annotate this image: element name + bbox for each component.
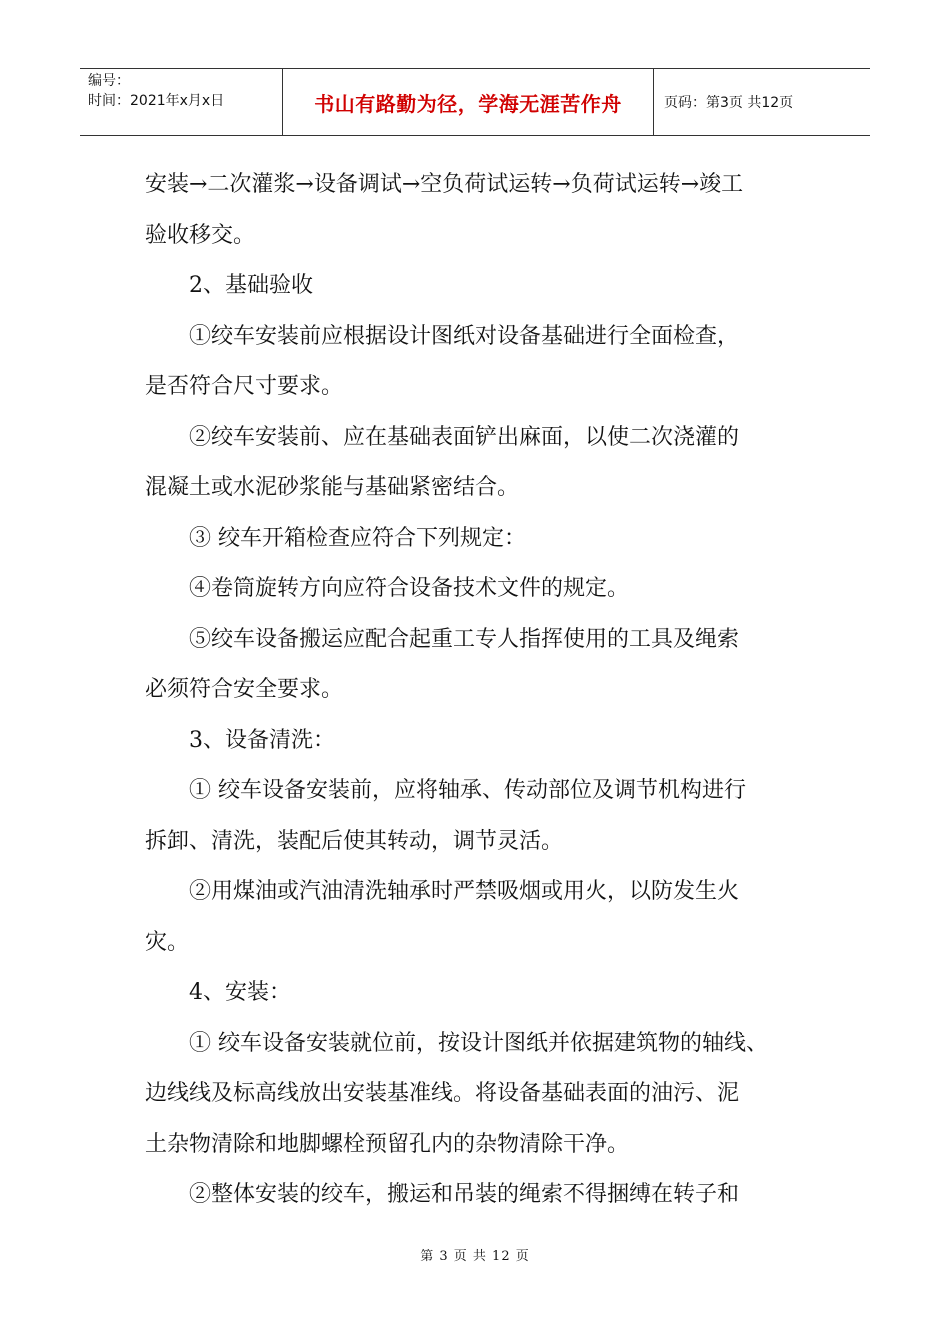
section-heading: 2、基础验收 bbox=[189, 273, 313, 298]
body-line: 拆卸、清洗，装配后使其转动，调节灵活。 bbox=[145, 828, 564, 854]
date-line: 时间：2021年x月x日 bbox=[88, 93, 225, 109]
body-line: ①绞车安装前应根据设计图纸对设备基础进行全面检查， bbox=[189, 323, 740, 349]
body-line: 是否符合尺寸要求。 bbox=[145, 374, 344, 399]
serial-number-label: 编号： bbox=[88, 73, 130, 89]
header-page-info: 页码：第3页 共12页 bbox=[664, 95, 794, 111]
document-header bbox=[80, 68, 870, 136]
body-line: 验收移交。 bbox=[145, 222, 256, 248]
body-line: ④卷筒旋转方向应符合设备技术文件的规定。 bbox=[189, 576, 630, 601]
body-line: ⑤绞车设备搬运应配合起重工专人指挥使用的工具及绳索 bbox=[189, 626, 740, 652]
section-heading: 3、设备清洗： bbox=[189, 727, 335, 753]
header-page-cell bbox=[654, 69, 870, 135]
body-line: ① 绞车设备安装前，应将轴承、传动部位及调节机构进行 bbox=[189, 778, 746, 803]
header-meta-cell bbox=[80, 69, 283, 135]
section-heading: 4、安装： bbox=[189, 980, 291, 1005]
body-line: ① 绞车设备安装就位前，按设计图纸并依据建筑物的轴线、 bbox=[189, 1030, 768, 1056]
body-line: 混凝土或水泥砂浆能与基础紧密结合。 bbox=[145, 475, 520, 500]
header-motto-cell bbox=[283, 69, 654, 135]
body-line: ②整体安装的绞车，搬运和吊装的绳索不得捆缚在转子和 bbox=[189, 1182, 740, 1207]
document-body bbox=[145, 160, 810, 1221]
body-line: 安装→二次灌浆→设备调试→空负荷试运转→负荷试运转→竣工 bbox=[145, 172, 744, 197]
body-line: 必须符合安全要求。 bbox=[145, 677, 344, 702]
body-line: 灾。 bbox=[145, 929, 190, 955]
page-footer: 第 3 页 共 12 页 bbox=[420, 1249, 530, 1264]
header-motto: 书山有路勤为径，学海无涯苦作舟 bbox=[314, 91, 622, 116]
body-line: 边线线及标高线放出安装基准线。将设备基础表面的油污、泥 bbox=[145, 1081, 740, 1106]
body-line: ②绞车安装前、应在基础表面铲出麻面，以使二次浇灌的 bbox=[189, 424, 740, 450]
body-line: ②用煤油或汽油清洗轴承时严禁吸烟或用火，以防发生火 bbox=[189, 879, 740, 904]
body-line: ③ 绞车开箱检查应符合下列规定： bbox=[189, 525, 526, 551]
body-line: 土杂物清除和地脚螺栓预留孔内的杂物清除干净。 bbox=[145, 1131, 630, 1157]
